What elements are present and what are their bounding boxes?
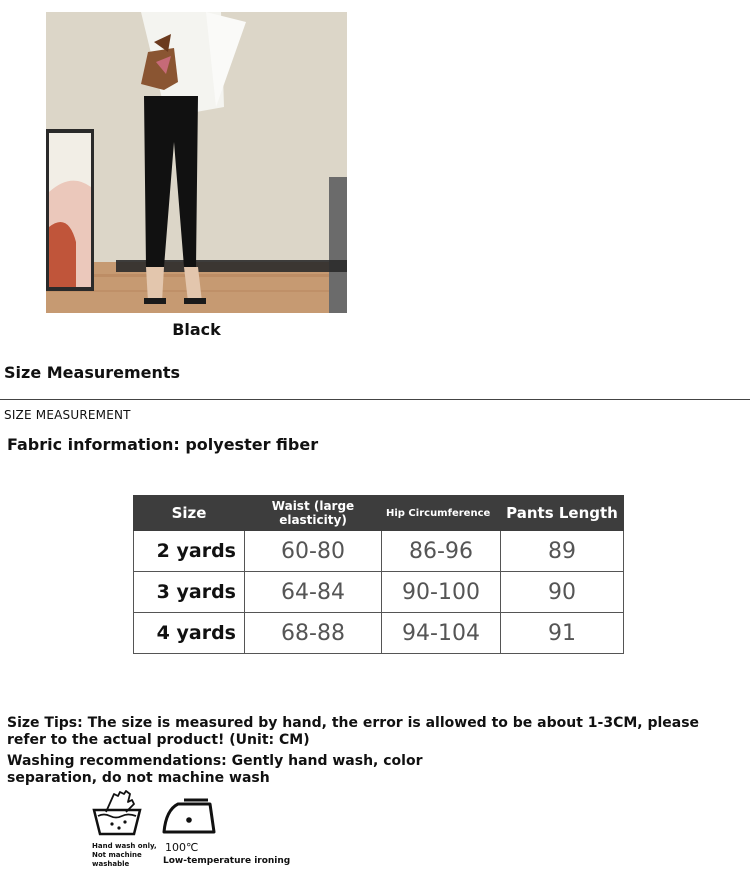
size-cell: 4 yards (134, 613, 245, 654)
hand-wash-icon (92, 790, 142, 836)
size-table (133, 495, 624, 654)
divider (0, 399, 750, 400)
length-cell: 90 (501, 572, 624, 613)
table-row (134, 531, 624, 572)
header-waist: Waist (large elasticity) (245, 496, 382, 531)
washing-recommendations: Washing recommendations: Gently hand wash, color separation, do not machine wash (7, 753, 423, 786)
hand-wash-text: Hand wash only, Not machine washable (92, 842, 157, 868)
iron-icon (160, 796, 216, 836)
header-size: Size (134, 496, 245, 531)
hip-cell: 90-100 (382, 572, 501, 613)
size-cell: 2 yards (134, 531, 245, 572)
iron-temperature: 100℃ (165, 841, 199, 854)
waist-cell: 68-88 (245, 613, 382, 654)
length-cell: 89 (501, 531, 624, 572)
color-label: Black (172, 320, 221, 339)
header-hip: Hip Circumference (382, 496, 501, 531)
waist-cell: 64-84 (245, 572, 382, 613)
table-row (134, 613, 624, 654)
fabric-info: Fabric information: polyester fiber (7, 435, 319, 454)
header-length: Pants Length (501, 496, 624, 531)
table-header-row (134, 496, 624, 531)
hip-cell: 94-104 (382, 613, 501, 654)
size-cell: 3 yards (134, 572, 245, 613)
section-title: Size Measurements (4, 363, 181, 382)
product-photo (46, 12, 347, 313)
size-measurement-label: SIZE MEASUREMENT (4, 408, 131, 422)
size-tips: Size Tips: The size is measured by hand, the error is allowed to be about 1-3CM, please refer to the actual product! (Unit: CM) (7, 715, 700, 748)
length-cell: 91 (501, 613, 624, 654)
hip-cell: 86-96 (382, 531, 501, 572)
table-row (134, 572, 624, 613)
iron-text: Low-temperature ironing (163, 856, 291, 866)
waist-cell: 60-80 (245, 531, 382, 572)
